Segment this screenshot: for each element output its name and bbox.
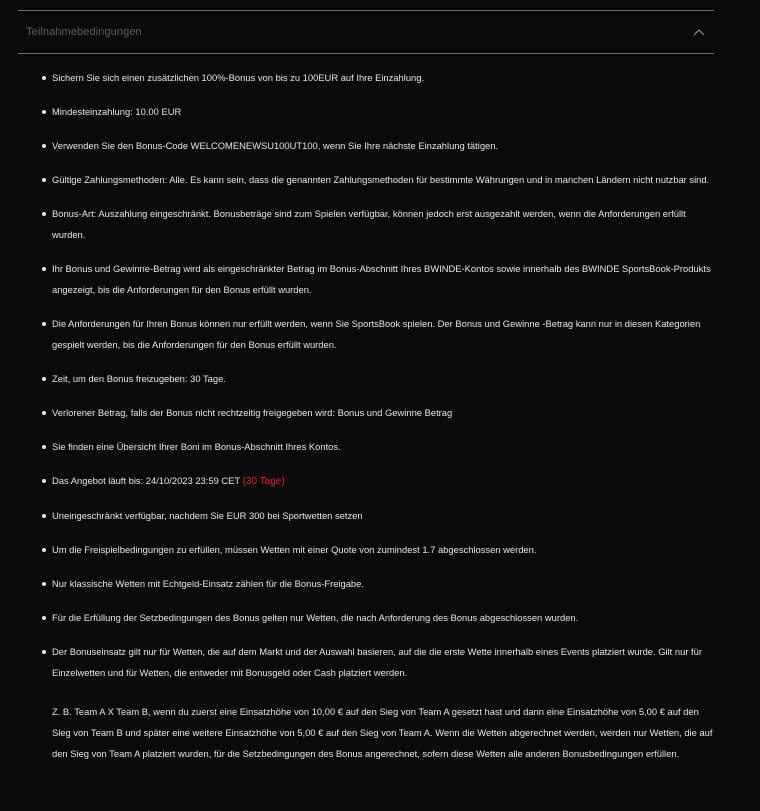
- terms-content: [18, 54, 714, 764]
- chevron-up-icon[interactable]: [692, 25, 706, 39]
- offer-remaining-days: (30 Tage): [242, 476, 285, 487]
- term-item: Der Bonuseinsatz gilt nur für Wetten, die auf dem Markt und der Auswahl basieren, auf die die erste Wette innerhalb eines Events platziert wurde. Gilt nur für Einzelwetten und für Wetten, die entweder mit Bonusgeld oder Cash platziert werden.: [18, 641, 714, 683]
- accordion-title: Teilnahmebedingungen: [26, 26, 142, 38]
- term-item: Für die Erfüllung der Setzbedingungen des Bonus gelten nur Wetten, die nach Anforderung des Bonus abgeschlossen wurden.: [18, 607, 714, 628]
- term-item: Bonus-Art: Auszahlung eingeschränkt. Bonusbeträge sind zum Spielen verfügbar, können jedoch erst ausgezahlt werden, wenn die Anforderungen erfüllt wurden.: [18, 203, 714, 245]
- term-item: Zeit, um den Bonus freizugeben: 30 Tage.: [18, 368, 714, 389]
- terms-list: [18, 67, 714, 683]
- term-item: Verwenden Sie den Bonus-Code WELCOMENEWSU100UT100, wenn Sie Ihre nächste Einzahlung tätigen.: [18, 135, 714, 156]
- term-item: Um die Freispielbedingungen zu erfüllen, müssen Wetten mit einer Quote von zumindest 1.7 abgeschlossen werden.: [18, 539, 714, 560]
- terms-panel: [18, 10, 714, 764]
- offer-end-text: Das Angebot läuft bis: 24/10/2023 23:59 CET: [52, 475, 240, 486]
- term-item: Nur klassische Wetten mit Echtgeld-Einsatz zählen für die Bonus-Freigabe.: [18, 573, 714, 594]
- term-item: Sie finden eine Übersicht Ihrer Boni im Bonus-Abschnitt Ihres Kontos.: [18, 436, 714, 457]
- terms-accordion-header[interactable]: [18, 11, 714, 54]
- term-item: Ihr Bonus und Gewinne-Betrag wird als eingeschränkter Betrag im Bonus-Abschnitt Ihres BWINDE-Kontos sowie innerhalb des BWINDE SportsBook-Produkts angezeigt, bis die Anforderungen für den Bonus erfüllt wurden.: [18, 258, 714, 300]
- term-item: Sichern Sie sich einen zusätzlichen 100%-Bonus von bis zu 100EUR auf Ihre Einzahlung.: [18, 67, 714, 88]
- term-item-offer-end: [18, 470, 714, 492]
- term-item: Uneingeschränkt verfügbar, nachdem Sie EUR 300 bei Sportwetten setzen: [18, 505, 714, 526]
- term-item: Gültige Zahlungsmethoden: Alle. Es kann sein, dass die genannten Zahlungsmethoden für bestimmte Währungen und in manchen Ländern nicht nutzbar sind.: [18, 169, 714, 190]
- term-item: Mindesteinzahlung: 10.00 EUR: [18, 101, 714, 122]
- term-item: Die Anforderungen für Ihren Bonus können nur erfüllt werden, wenn Sie SportsBook spielen. Der Bonus und Gewinne -Betrag kann nur in diesen Kategorien gespielt werden, bis die Anforderungen für den Bonus erfüllt wurden.: [18, 313, 714, 355]
- example-paragraph: Z. B. Team A X Team B, wenn du zuerst eine Einsatzhöhe von 10,00 € auf den Sieg von Team A gesetzt hast und dann eine Einsatzhöhe von 5,00 € auf den Sieg von Team B und später eine weitere Einsatzhöhe von 5,00 € auf den Sieg von Team A. Wenn die Wetten abgerechnet werden, werden nur Wetten, die auf den Sieg von Team A platziert wurden, für die Setzbedingungen des Bonus angerechnet, sofern diese Wetten alle anderen Bonusbedingungen erfüllen.: [52, 706, 713, 759]
- term-item: Verlorener Betrag, falls der Bonus nicht rechtzeitig freigegeben wird: Bonus und Gewinne Betrag: [18, 402, 714, 423]
